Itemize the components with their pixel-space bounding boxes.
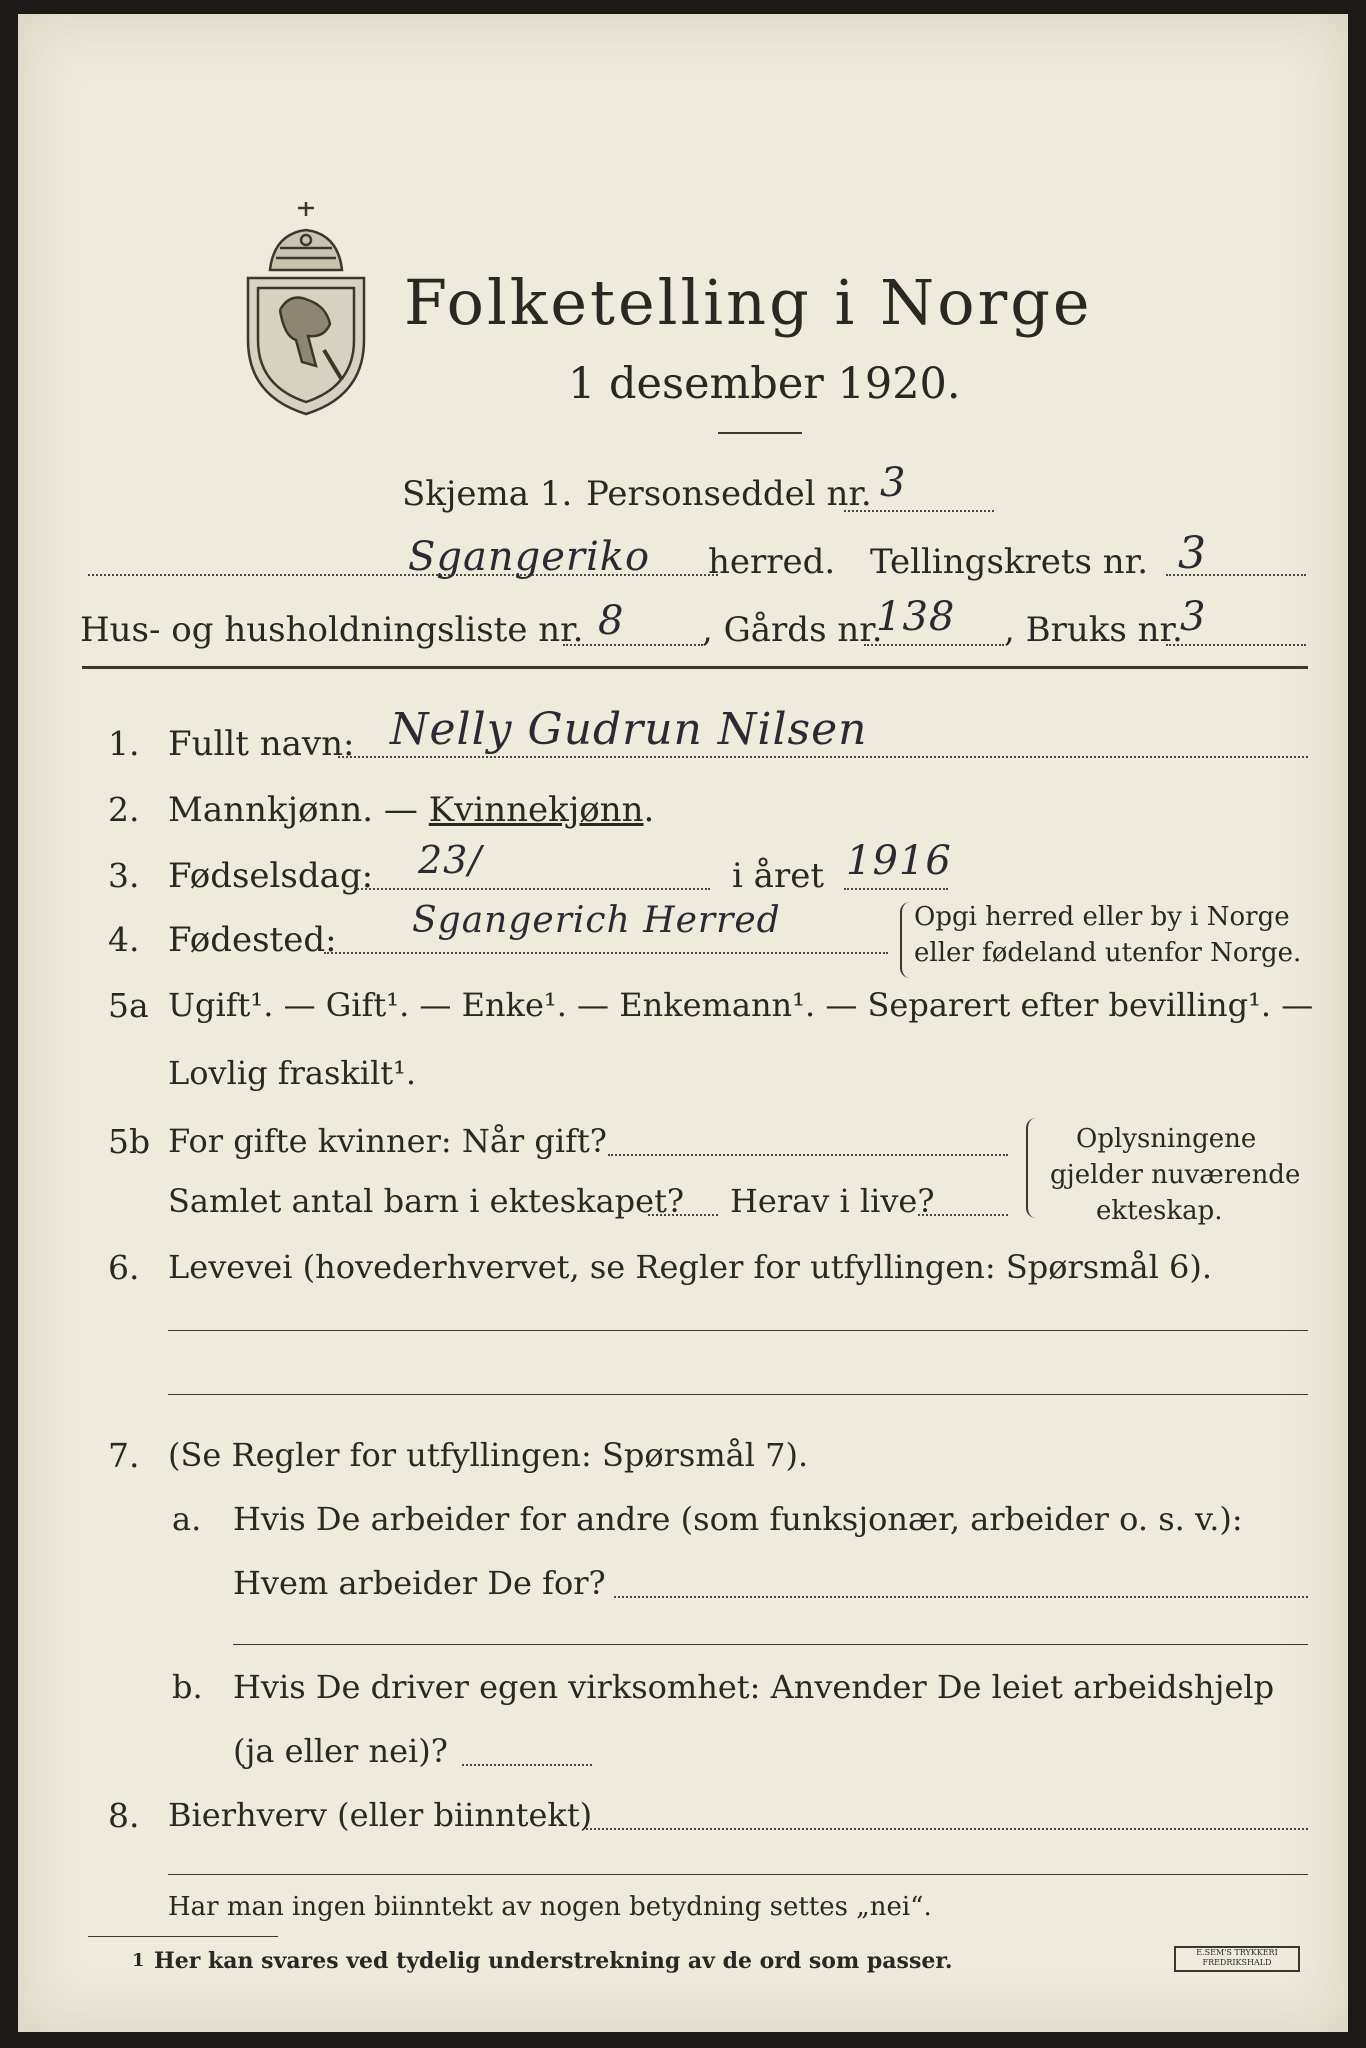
printer-mark bbox=[1174, 1946, 1300, 1972]
q5b-married-dots bbox=[608, 1154, 1008, 1156]
tellingskrets-label: Tellingskrets nr. bbox=[870, 542, 1149, 582]
schema-label: Skjema 1. bbox=[402, 474, 573, 514]
q6-number: 6. bbox=[108, 1248, 140, 1287]
q3-year-dots bbox=[844, 888, 948, 890]
personseddel-label: Personseddel nr. bbox=[586, 474, 872, 514]
q4-note-line2: eller fødeland utenfor Norge. bbox=[914, 938, 1302, 968]
q5b-alive-dots bbox=[918, 1214, 1008, 1216]
q6-label: Levevei (hovederhvervet, se Regler for utfyllingen: Spørsmål 6). bbox=[168, 1248, 1213, 1286]
q5b-number: 5b bbox=[108, 1122, 151, 1161]
q4-note-line1: Opgi herred eller by i Norge bbox=[914, 902, 1290, 932]
q5b-brace bbox=[1026, 1118, 1038, 1218]
q2-male: Mannkjønn bbox=[168, 790, 363, 830]
q8-answer-line bbox=[168, 1874, 1308, 1875]
q7-label: (Se Regler for utfyllingen: Spørsmål 7). bbox=[168, 1436, 809, 1474]
q3-label: Fødselsdag: bbox=[168, 856, 374, 896]
q5b-note-line1: Oplysningene bbox=[1076, 1124, 1257, 1154]
q3-year-label: i året bbox=[732, 856, 824, 896]
q3-dots bbox=[354, 888, 710, 890]
footnote-mark: 1 bbox=[132, 1950, 145, 1971]
q7b-letter: b. bbox=[172, 1668, 203, 1706]
q3-value: 23/ bbox=[418, 838, 483, 882]
q4-value: Sgangerich Herred bbox=[412, 900, 781, 941]
personseddel-value: 3 bbox=[880, 460, 907, 506]
herred-label: herred. bbox=[708, 542, 836, 582]
q5b-note-line3: ekteskap. bbox=[1096, 1196, 1223, 1226]
q5a-line2: Lovlig fraskilt¹. bbox=[168, 1054, 417, 1092]
title-divider bbox=[718, 432, 802, 434]
q5b-alive-label: Herav i live? bbox=[730, 1182, 935, 1220]
gards-label: , Gårds nr. bbox=[702, 610, 883, 650]
q5a-number: 5a bbox=[108, 986, 149, 1025]
printer-line1: E.SEM'S TRYKKERI bbox=[1196, 1948, 1278, 1957]
norway-coat-of-arms-icon bbox=[240, 200, 372, 418]
bruks-dots bbox=[1166, 644, 1306, 646]
q5b-line2: Samlet antal barn i ekteskapet? bbox=[168, 1182, 685, 1220]
husliste-dots bbox=[563, 644, 703, 646]
personseddel-dots bbox=[844, 510, 994, 512]
q2-number: 2. bbox=[108, 790, 140, 829]
q1-value: Nelly Gudrun Nilsen bbox=[390, 704, 868, 755]
footnote-rule bbox=[88, 1936, 278, 1937]
q5a-line1: Ugift¹. — Gift¹. — Enke¹. — Enkemann¹. — Separert efter bevilling¹. — bbox=[168, 986, 1314, 1024]
printer-line2: FREDRIKSHALD bbox=[1202, 1958, 1272, 1967]
q7b-dots bbox=[462, 1764, 592, 1766]
q8-dots bbox=[586, 1828, 1308, 1830]
q7-number: 7. bbox=[108, 1436, 140, 1475]
husliste-label: Hus- og husholdningsliste nr. bbox=[80, 610, 584, 650]
q7a-answer-line bbox=[233, 1644, 1308, 1645]
q4-label: Fødested: bbox=[168, 920, 337, 960]
q1-label: Fullt navn: bbox=[168, 724, 355, 764]
footer-note: Har man ingen biinntekt av nogen betydning settes „nei“. bbox=[168, 1892, 932, 1922]
gards-value: 138 bbox=[876, 594, 956, 640]
q5b-children-dots bbox=[648, 1214, 718, 1216]
q2-end: . bbox=[643, 790, 655, 830]
q7a-line1: Hvis De arbeider for andre (som funksjonær, arbeider o. s. v.): bbox=[233, 1500, 1243, 1538]
q3-number: 3. bbox=[108, 856, 140, 895]
q8-number: 8. bbox=[108, 1796, 140, 1835]
q5b-line1: For gifte kvinner: Når gift? bbox=[168, 1122, 607, 1160]
q8-label: Bierhverv (eller biinntekt) bbox=[168, 1796, 593, 1834]
q4-brace bbox=[900, 902, 912, 978]
herred-value: Sgangeriko bbox=[408, 534, 651, 580]
bruks-label: , Bruks nr. bbox=[1004, 610, 1183, 650]
tellingskrets-value: 3 bbox=[1178, 528, 1207, 579]
q7a-letter: a. bbox=[172, 1500, 202, 1538]
q7b-line1: Hvis De driver egen virksomhet: Anvender De leiet arbeidshjelp bbox=[233, 1668, 1275, 1706]
q7a-dots bbox=[614, 1596, 1308, 1598]
q6-answer-line1 bbox=[168, 1330, 1308, 1331]
q2-text bbox=[168, 790, 654, 830]
q1-dots bbox=[338, 756, 1308, 758]
gards-dots bbox=[864, 644, 1004, 646]
q6-answer-line2 bbox=[168, 1394, 1308, 1395]
q2-female: Kvinnekjønn bbox=[428, 790, 644, 830]
form-date: 1 desember 1920. bbox=[568, 359, 961, 409]
q7b-line2: (ja eller nei)? bbox=[233, 1732, 448, 1770]
footnote-text: Her kan svares ved tydelig understrekning av de ord som passer. bbox=[154, 1948, 953, 1974]
husliste-value: 8 bbox=[598, 598, 625, 644]
q4-number: 4. bbox=[108, 920, 140, 959]
census-form bbox=[18, 14, 1348, 2032]
header-rule bbox=[82, 666, 1308, 669]
bruks-value: 3 bbox=[1180, 594, 1207, 640]
form-title: Folketelling i Norge bbox=[404, 266, 1093, 339]
q1-number: 1. bbox=[108, 724, 140, 763]
q7a-line2: Hvem arbeider De for? bbox=[233, 1564, 606, 1602]
q4-dots bbox=[324, 952, 888, 954]
q3-year-value: 1916 bbox=[846, 838, 952, 884]
q5b-note-line2: gjelder nuværende bbox=[1050, 1160, 1301, 1190]
q2-sep: . — bbox=[362, 790, 418, 830]
